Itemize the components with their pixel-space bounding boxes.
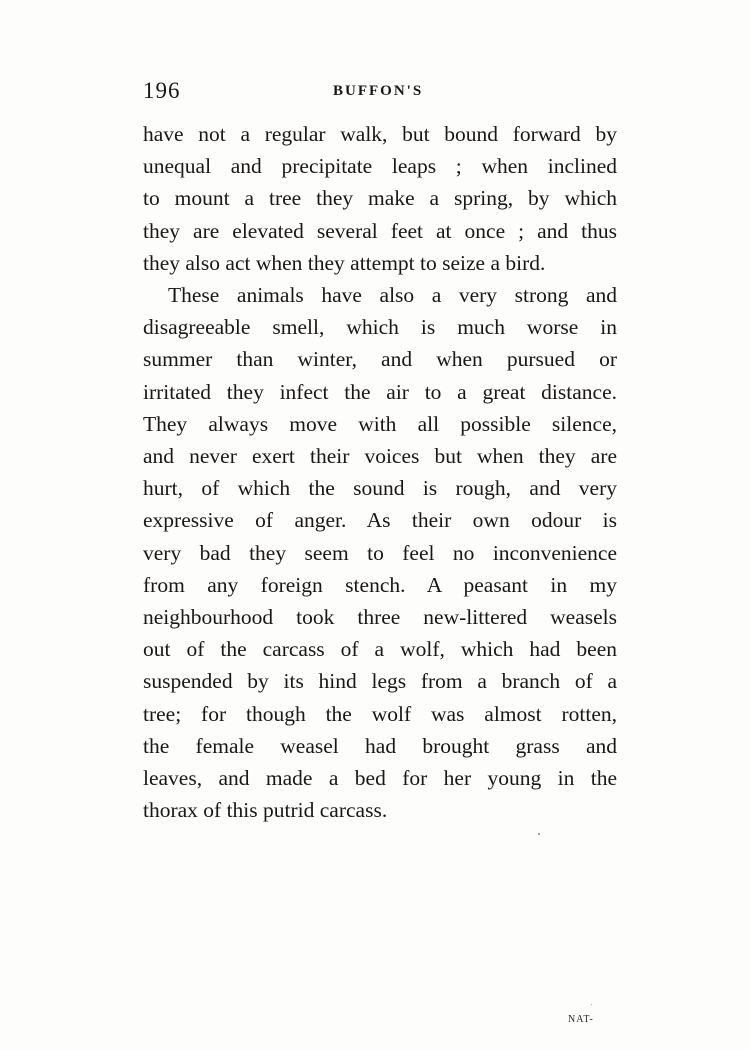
text-line: disagreeable smell, which is much worse in (143, 315, 617, 340)
text-line: thorax of this putrid carcass. (143, 798, 388, 823)
text-line: neighbourhood took three new-littered weasels (143, 605, 617, 630)
text-line: they are elevated several feet at once ; and thus (143, 218, 617, 243)
text-line: very bad they seem to feel no inconvenience (143, 540, 617, 565)
running-head: BUFFON'S (333, 83, 424, 99)
text-line: they also act when they attempt to seize a bird. (143, 250, 546, 275)
text-line: suspended by its hind legs from a branch of a (143, 669, 617, 694)
text-line: They always move with all possible silence, (143, 411, 617, 436)
text-line: expressive of anger. As their own odour is (143, 508, 617, 533)
text-line: the female weasel had brought grass and (143, 733, 617, 758)
text-line: hurt, of which the sound is rough, and very (143, 476, 617, 501)
paper-speck (538, 833, 540, 835)
text-line: These animals have also a very strong and (168, 283, 617, 308)
text-line: have not a regular walk, but bound forward by (143, 122, 617, 146)
text-line: unequal and precipitate leaps ; when inclined (143, 154, 617, 179)
text-line: and never exert their voices but when they are (143, 444, 617, 469)
text-line: to mount a tree they make a spring, by which (143, 186, 617, 211)
text-line: tree; for though the wolf was almost rotten, (143, 701, 617, 726)
page-header (143, 78, 615, 110)
text-line: from any foreign stench. A peasant in my (143, 572, 617, 597)
text-line: summer than winter, and when pursued or (143, 347, 617, 372)
text-line: irritated they infect the air to a great distance. (143, 379, 617, 404)
paper-speck (591, 1004, 592, 1005)
body-text (143, 118, 617, 826)
catchword: NAT- (568, 1014, 594, 1025)
text-line: out of the carcass of a wolf, which had been (143, 637, 617, 662)
page-number: 196 (143, 78, 181, 103)
text-line: leaves, and made a bed for her young in the (143, 766, 617, 791)
